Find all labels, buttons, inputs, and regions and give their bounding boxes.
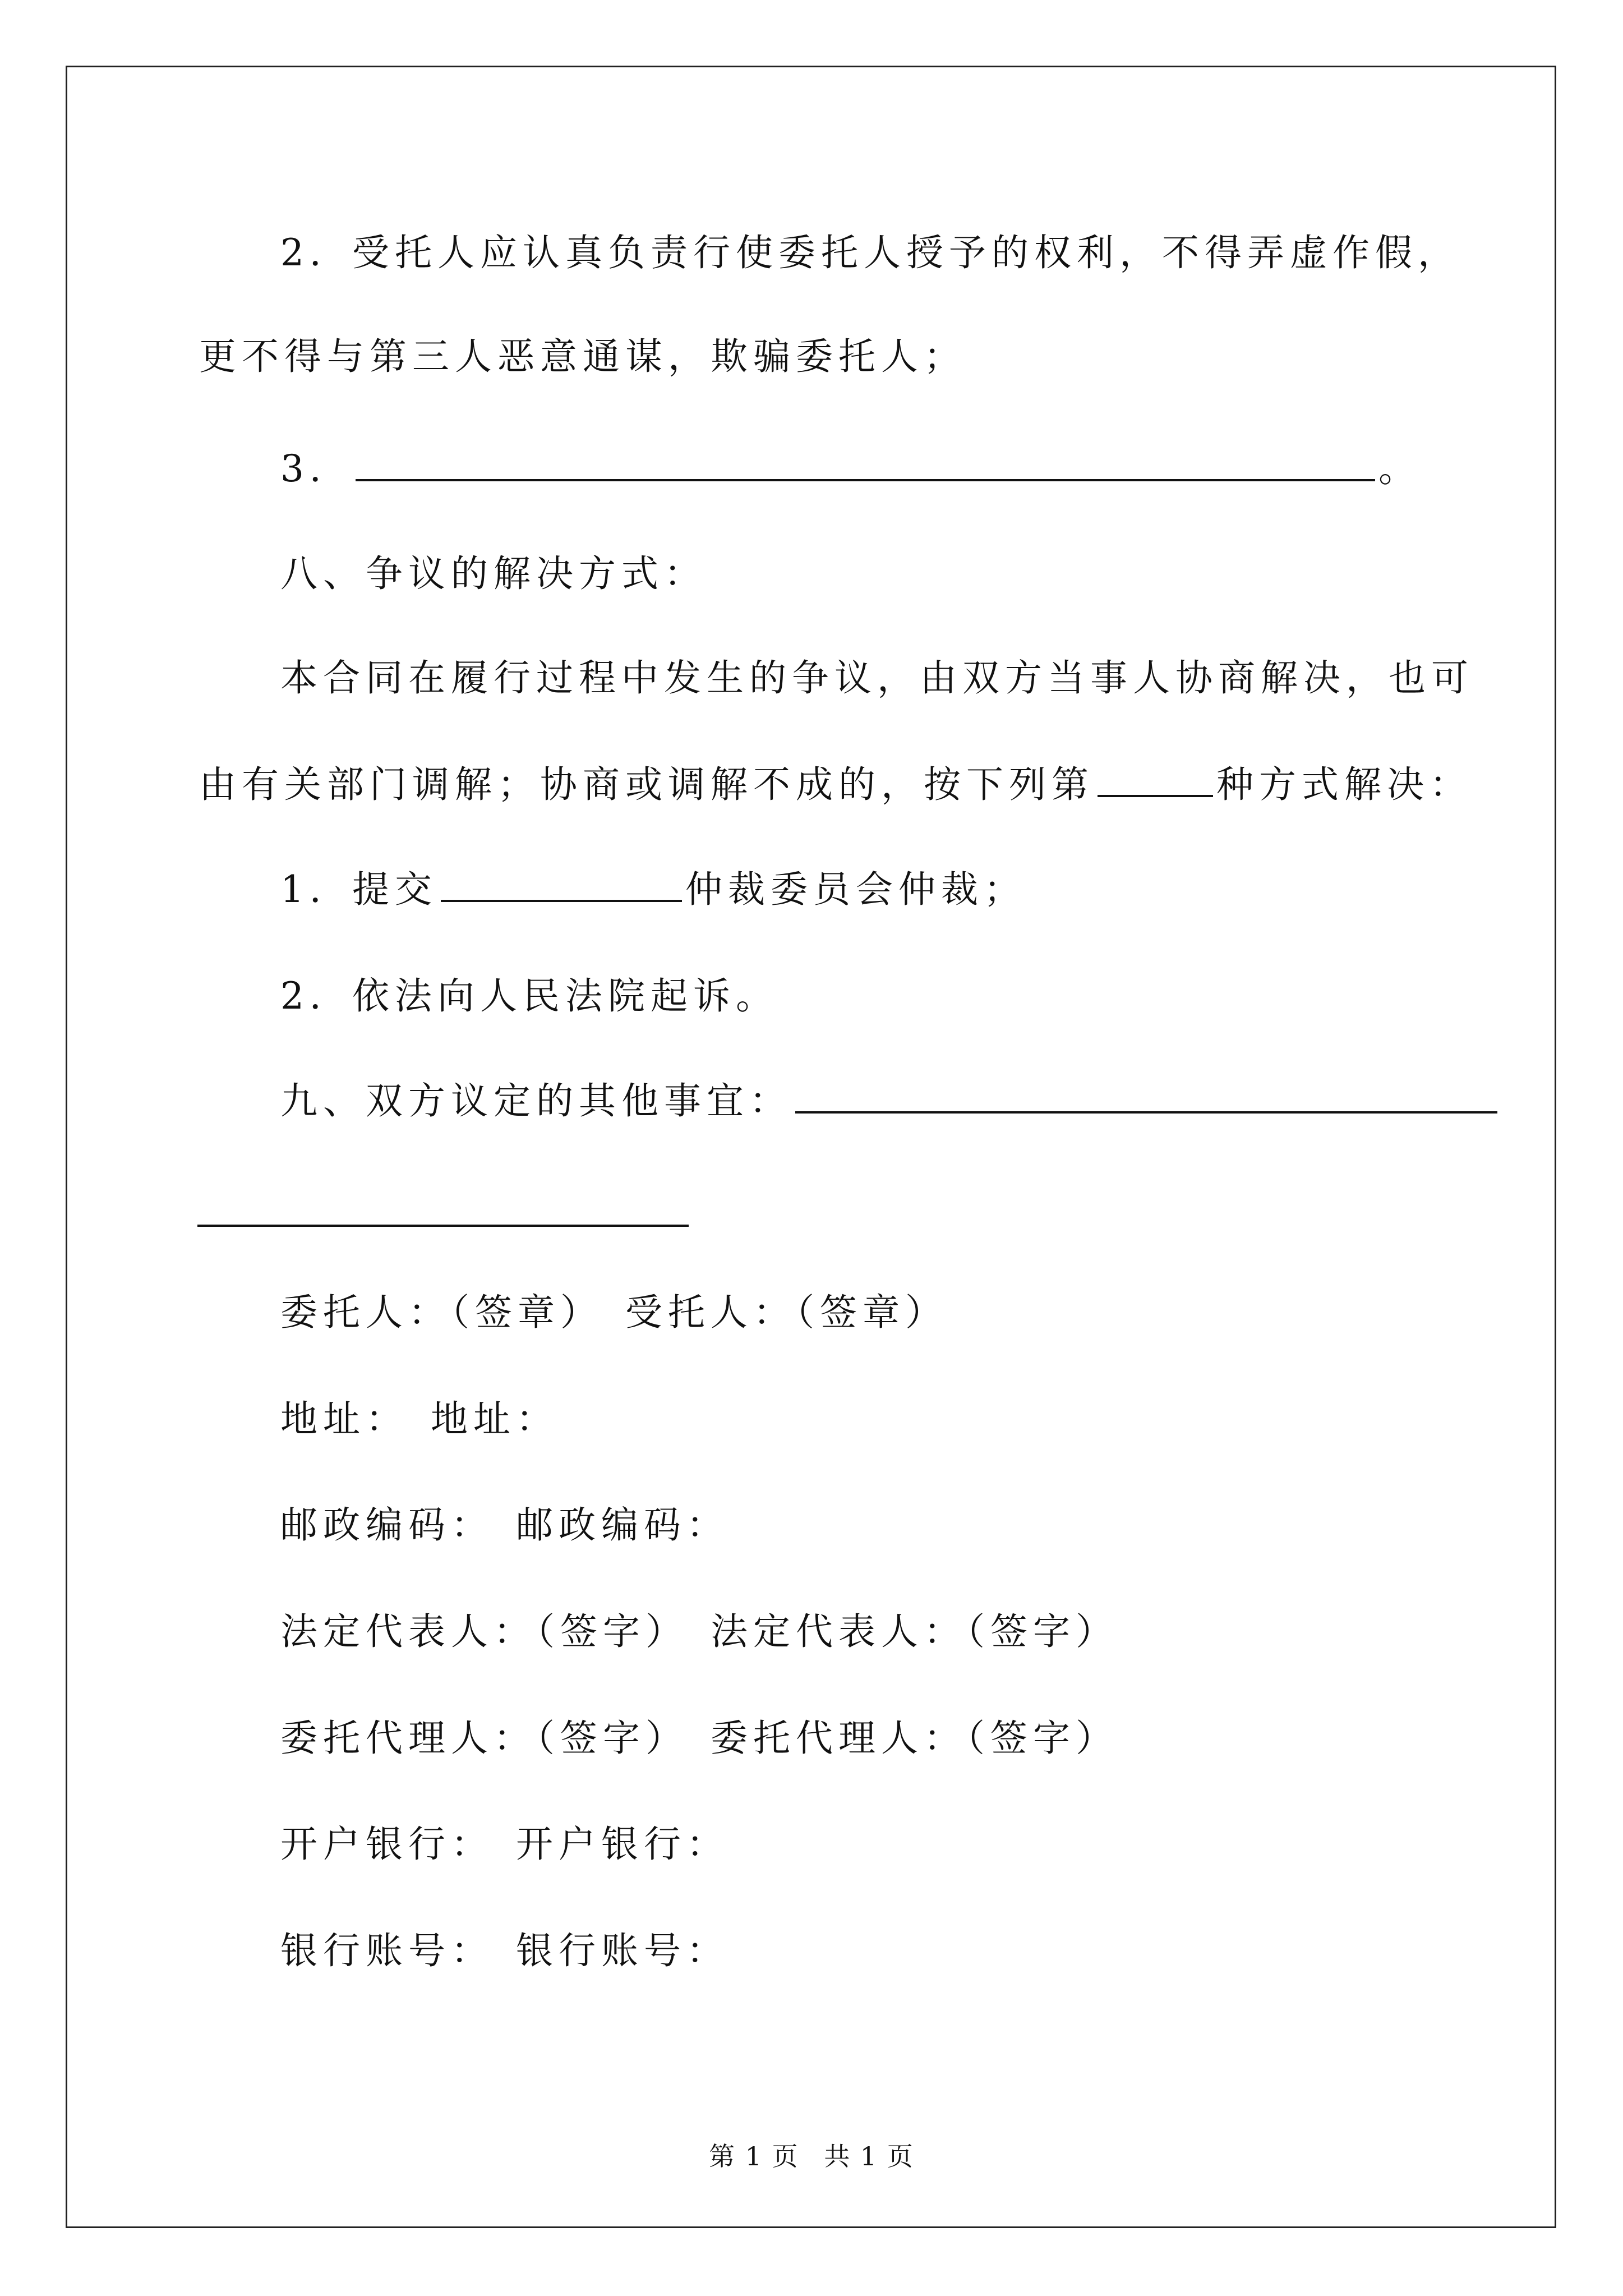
section-9-heading-text: 九、双方议定的其他事宜： [280, 1079, 792, 1122]
arbitration-committee-blank[interactable] [441, 898, 682, 902]
clause-7-2-line2 [199, 335, 966, 378]
other-matters-blank-2[interactable] [197, 1225, 689, 1227]
clause-7-3-end: 。 [1378, 447, 1421, 490]
signature-row-agent [280, 1717, 1118, 1760]
method-number-blank[interactable] [1098, 793, 1213, 797]
clause-7-3 [280, 447, 1421, 490]
trustee-seal-label: 受托人：（签章） [625, 1291, 948, 1334]
section-8-para-text-2: 由有关部门调解；协商或调解不成的，按下列第 [199, 763, 1094, 806]
option-2-text: 2．依法向人民法院起诉。 [280, 974, 778, 1018]
signature-row-postcode [280, 1503, 729, 1547]
clause-7-2-text-1: 2．受托人应认真负责行使委托人授予的权利，不得弄虚作假， [280, 231, 1460, 274]
client-postcode-label: 邮政编码： [280, 1503, 494, 1547]
client-bank-label: 开户银行： [280, 1823, 494, 1866]
section-8-heading-text: 八、争议的解决方式： [280, 552, 707, 595]
option-1-suffix: 仲裁委员会仲裁； [685, 868, 1026, 911]
section-8-para-line1 [280, 656, 1474, 700]
section-8-para-text-3: 种方式解决： [1216, 763, 1472, 806]
section-8-heading [280, 552, 707, 595]
page-border [66, 66, 1556, 2228]
client-agent-label: 委托代理人：（签字） [280, 1717, 688, 1760]
trustee-legal-rep-label: 法定代表人：（签字） [711, 1610, 1118, 1653]
other-matters-blank-1[interactable] [795, 1109, 1497, 1114]
section-8-para-line2 [199, 763, 1472, 806]
trustee-account-label: 银行账号： [516, 1929, 729, 1972]
page-number: 第 1 页 [709, 2141, 799, 2171]
client-seal-label: 委托人：（签章） [280, 1291, 603, 1334]
client-account-label: 银行账号： [280, 1929, 494, 1972]
section-8-option-1 [280, 868, 1026, 911]
clause-7-3-blank[interactable] [356, 477, 1375, 481]
clause-7-2-line1 [280, 231, 1460, 274]
signature-row-address [280, 1397, 559, 1441]
page-footer [0, 2136, 1623, 2173]
trustee-bank-label: 开户银行： [516, 1823, 729, 1866]
section-8-option-2 [280, 974, 778, 1018]
section-9-heading [280, 1079, 1501, 1122]
client-legal-rep-label: 法定代表人：（签字） [280, 1610, 688, 1653]
clause-7-2-text-2: 更不得与第三人恶意通谋，欺骗委托人； [199, 335, 966, 378]
page-total: 共 1 页 [824, 2141, 914, 2171]
signature-row-account [280, 1929, 729, 1972]
client-address-label: 地址： [280, 1397, 408, 1441]
option-1-prefix: 1．提交 [280, 868, 437, 911]
signature-row-legal-rep [280, 1610, 1118, 1653]
trustee-address-label: 地址： [431, 1397, 559, 1441]
trustee-postcode-label: 邮政编码： [516, 1503, 729, 1547]
clause-7-3-number: 3． [280, 447, 352, 490]
section-8-para-text-1: 本合同在履行过程中发生的争议，由双方当事人协商解决，也可 [280, 656, 1474, 700]
trustee-agent-label: 委托代理人：（签字） [711, 1717, 1118, 1760]
signature-row-bank [280, 1823, 729, 1866]
signature-row-seal [280, 1291, 948, 1334]
